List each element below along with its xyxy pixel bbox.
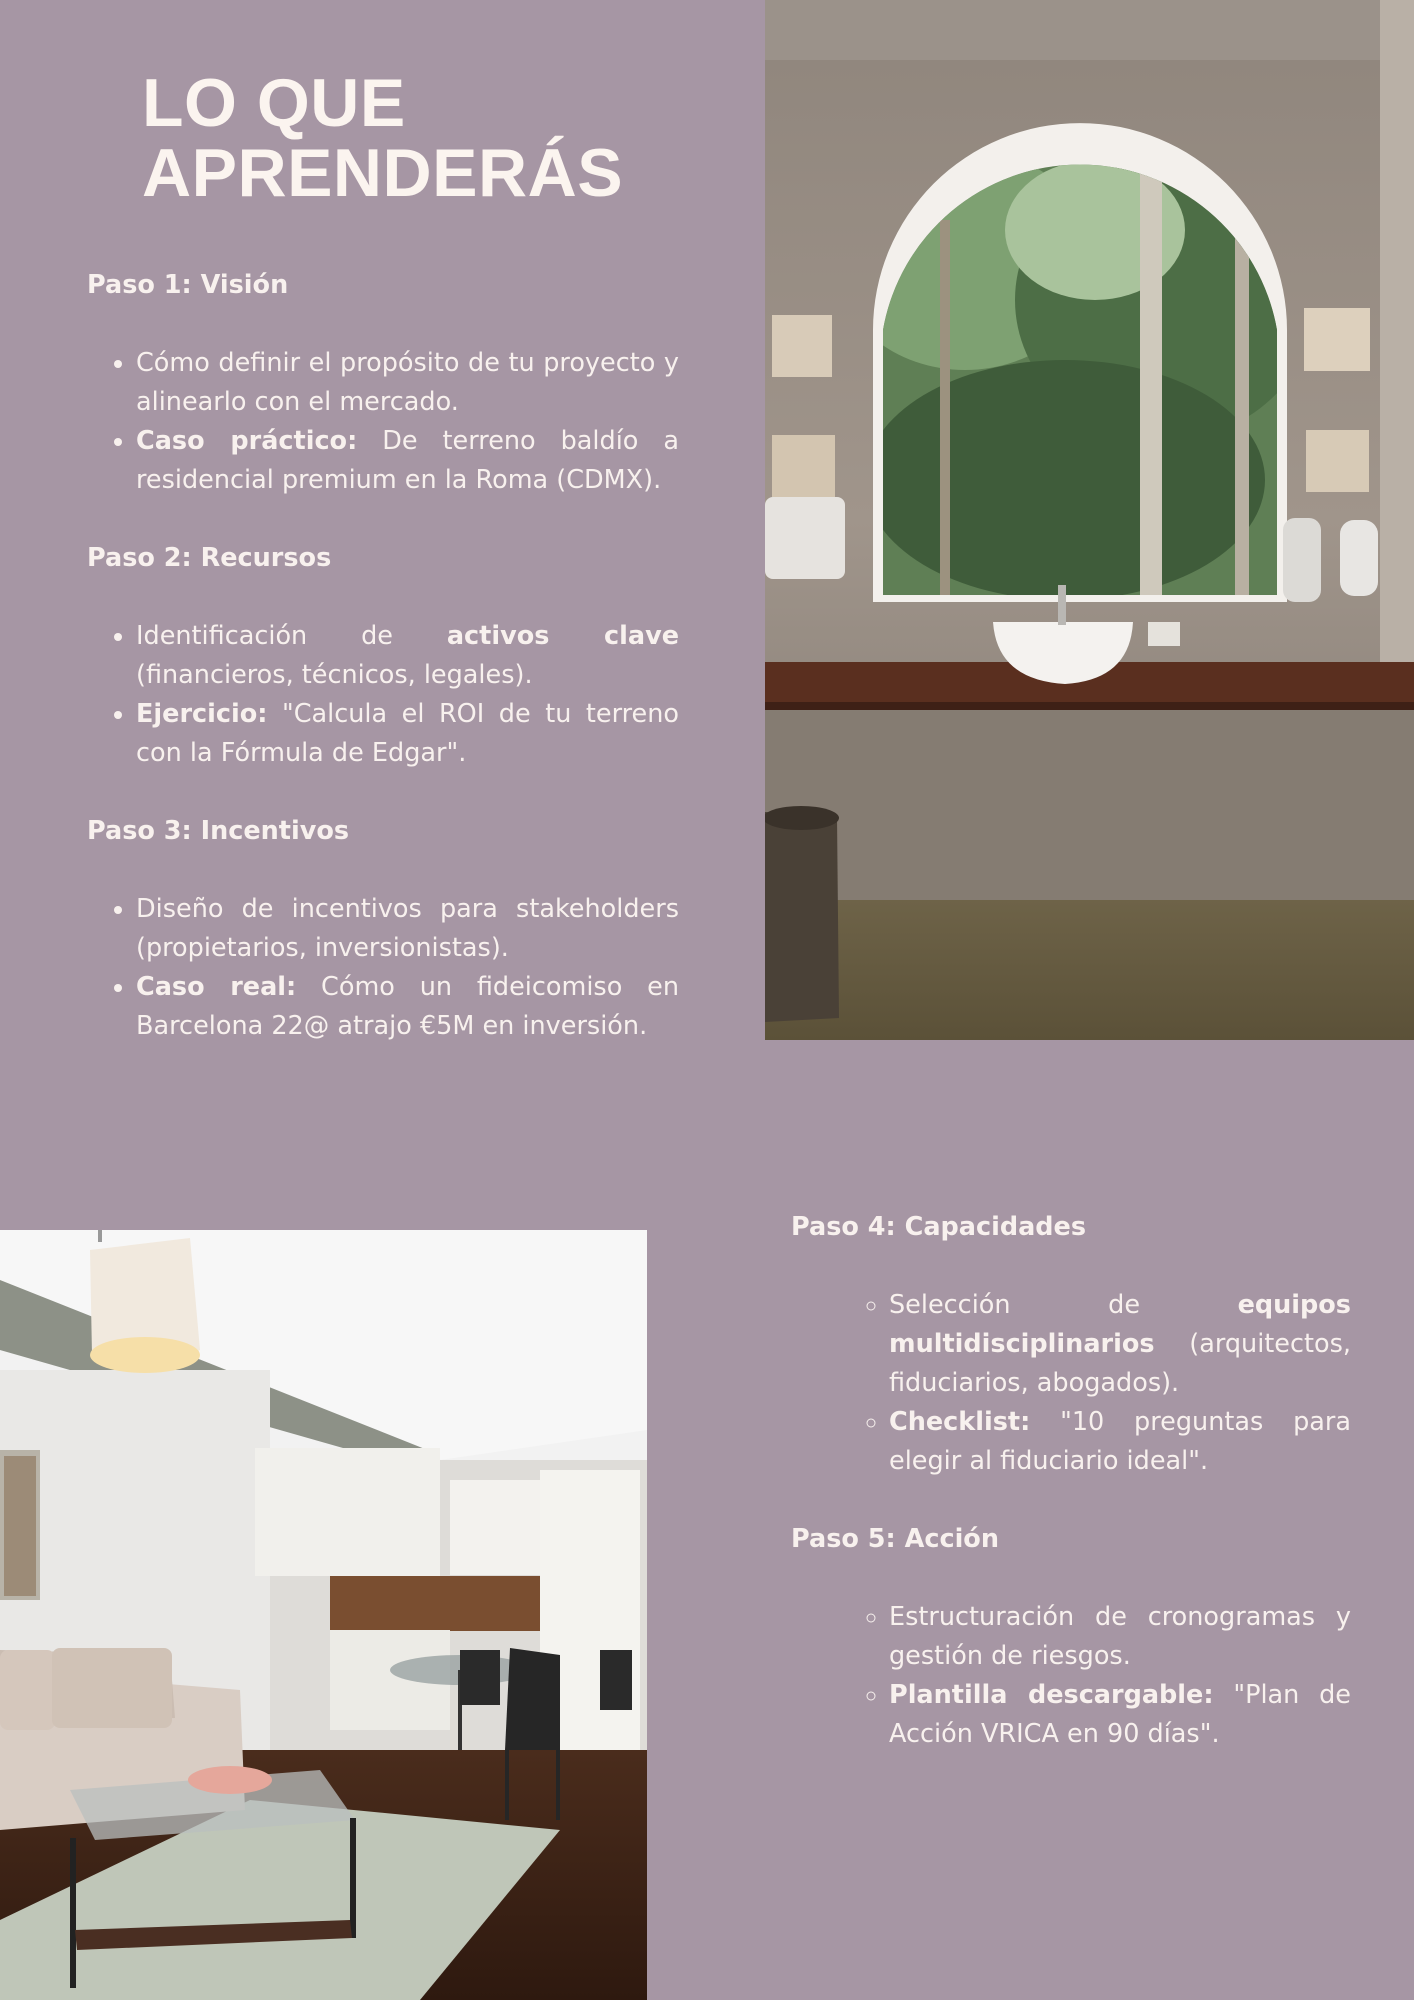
item-bold-label: Caso real:: [136, 972, 297, 1002]
item-text: Estructuración de cronogramas y gestión de riesgos.: [889, 1602, 1351, 1671]
step-1-title: Paso 1: Visión: [87, 270, 289, 300]
bathroom-photo: [765, 0, 1414, 1040]
step-2-list: [87, 617, 679, 773]
step-1: [87, 266, 679, 500]
list-item: [136, 695, 679, 773]
item-text: "Plan de Acción VRICA en 90 días".: [889, 1680, 1351, 1749]
item-bold-label: Plantilla descargable:: [889, 1680, 1214, 1710]
item-pre-text: Identificación de: [136, 621, 447, 651]
living-room-photo: [0, 1230, 647, 2000]
title-line-1: LO QUE: [142, 65, 406, 141]
step-4-list: [791, 1286, 1351, 1481]
title-line-2: APRENDERÁS: [142, 135, 624, 211]
item-text: Cómo definir el propósito de tu proyecto y alinearlo con el mercado.: [136, 348, 679, 417]
item-text: (financieros, técnicos, legales).: [136, 660, 533, 690]
item-text: Cómo un fideicomiso en Barcelona 22@ atrajo €5M en inversión.: [136, 972, 679, 1041]
list-item: [136, 968, 679, 1046]
item-text: De terreno baldío a residencial premium en la Roma (CDMX).: [136, 426, 679, 495]
step-1-list: [87, 344, 679, 500]
list-item: [889, 1403, 1351, 1481]
step-3-list: [87, 890, 679, 1046]
step-5: [791, 1520, 1351, 1754]
item-text: "10 preguntas para elegir al fiduciario ideal".: [889, 1407, 1351, 1476]
list-item: [136, 344, 679, 422]
step-4: [791, 1208, 1351, 1481]
list-item: [136, 890, 679, 968]
step-5-title: Paso 5: Acción: [791, 1524, 999, 1554]
list-item: [136, 422, 679, 500]
item-bold-label: activos clave: [446, 621, 679, 651]
item-text: "Calcula el ROI de tu terreno con la Fórmula de Edgar".: [136, 699, 679, 768]
step-2-title: Paso 2: Recursos: [87, 543, 332, 573]
item-bold-label: Checklist:: [889, 1407, 1031, 1437]
step-4-title: Paso 4: Capacidades: [791, 1212, 1087, 1242]
list-item: [889, 1676, 1351, 1754]
list-item: [889, 1286, 1351, 1403]
step-3: [87, 812, 679, 1046]
step-3-title: Paso 3: Incentivos: [87, 816, 350, 846]
item-bold-label: Caso práctico:: [136, 426, 358, 456]
step-5-list: [791, 1598, 1351, 1754]
list-item: [889, 1598, 1351, 1676]
step-2: [87, 539, 679, 773]
page-title: [142, 65, 624, 211]
list-item: [136, 617, 679, 695]
item-pre-text: Selección de: [889, 1290, 1238, 1320]
steps-left-column: [87, 266, 679, 1085]
item-text: (arquitectos, fiduciarios, abogados).: [889, 1329, 1351, 1398]
item-bold-label: Ejercicio:: [136, 699, 268, 729]
item-text: Diseño de incentivos para stakeholders (propietarios, inversionistas).: [136, 894, 679, 963]
item-bold-label: equipos multidisciplinarios: [889, 1290, 1351, 1359]
steps-right-column: [791, 1208, 1351, 1793]
